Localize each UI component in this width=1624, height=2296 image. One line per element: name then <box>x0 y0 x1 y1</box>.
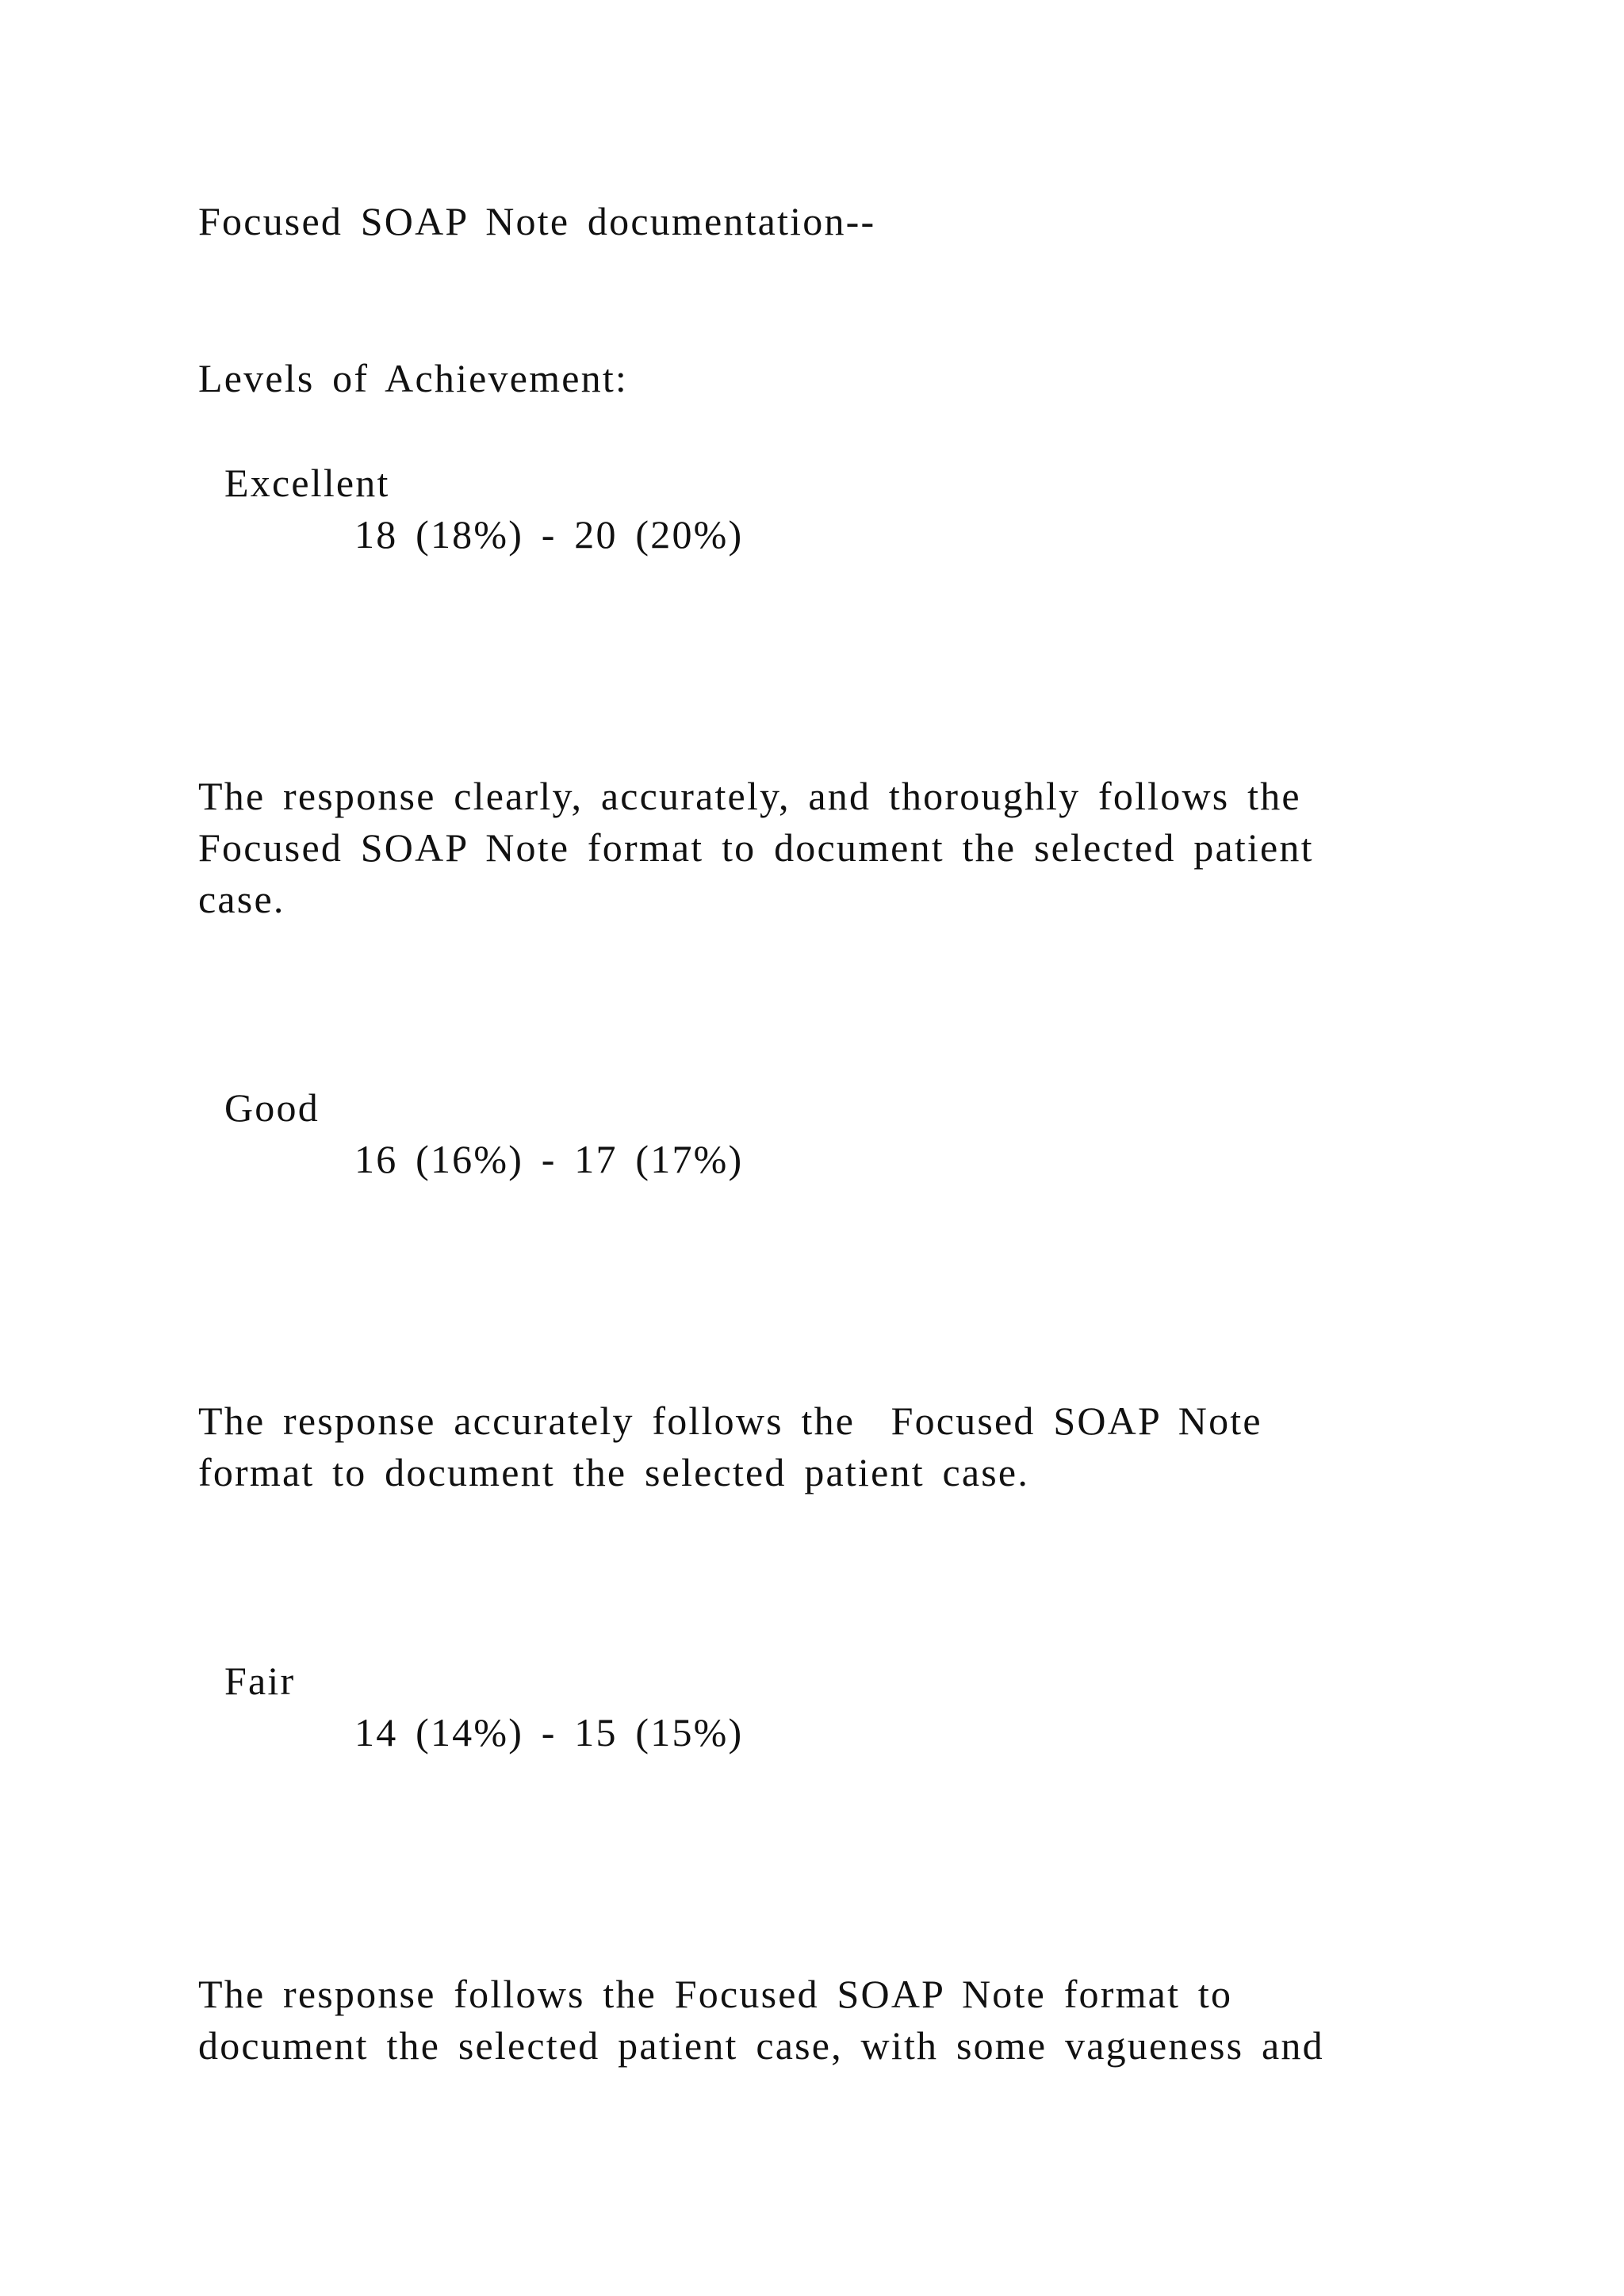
level-range-excellent: 18 (18%) - 20 (20%) <box>354 512 744 557</box>
levels-heading: Levels of Achievement: <box>198 356 629 400</box>
level-description-good-line-1: The response accurately follows the Focused SOAP Note <box>198 1399 1262 1443</box>
level-description-good-line-2: format to document the selected patient case. <box>198 1450 1030 1494</box>
level-description-excellent-line-3: case. <box>198 877 285 921</box>
level-name-good: Good <box>224 1085 320 1130</box>
level-description-fair-line-2: document the selected patient case, with some vagueness and <box>198 2023 1324 2068</box>
level-range-good: 16 (16%) - 17 (17%) <box>354 1137 744 1181</box>
level-range-fair: 14 (14%) - 15 (15%) <box>354 1710 744 1755</box>
level-description-excellent-line-2: Focused SOAP Note format to document the selected patient <box>198 825 1314 870</box>
level-name-fair: Fair <box>224 1659 296 1703</box>
document-title: Focused SOAP Note documentation-- <box>198 199 876 243</box>
level-description-fair-line-1: The response follows the Focused SOAP Note format to <box>198 1972 1233 2016</box>
level-description-excellent-line-1: The response clearly, accurately, and thoroughly follows the <box>198 774 1301 818</box>
level-name-excellent: Excellent <box>224 461 390 505</box>
